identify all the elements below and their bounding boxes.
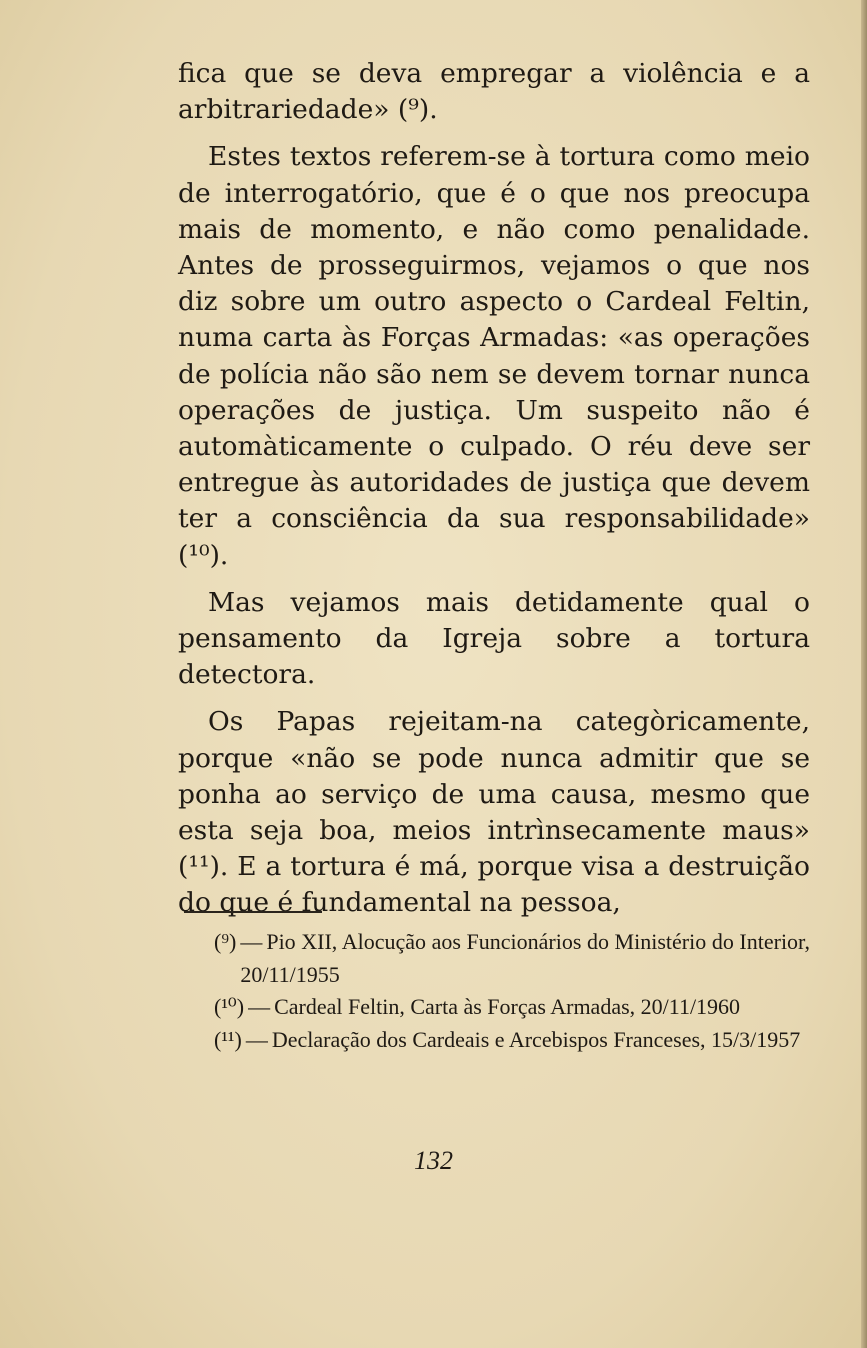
footnote-label: (¹¹) [214, 1026, 242, 1052]
footnote-11 [214, 1024, 810, 1057]
paragraph-church-thought: Mas vejamos mais detidamente qual o pensamento da Igreja sobre a tortura detectora. [178, 586, 810, 691]
footnote-dash: — [240, 929, 263, 954]
footnotes [214, 926, 810, 1056]
footnote-label: (⁹) [214, 929, 237, 954]
page-number: 132 [414, 1146, 453, 1175]
footnote-dash: — [245, 1026, 268, 1052]
footnote-divider [184, 911, 322, 913]
footnote-10 [214, 991, 810, 1024]
footnote-text [248, 991, 810, 1024]
footnote-9 [214, 926, 810, 991]
footnote-dash: — [248, 994, 271, 1020]
paragraph-continuation: fica que se deva empregar a violência e a arbitrariedade» (⁹). [178, 58, 810, 126]
footnote-citation: Pio XII, Alocução aos Funcionários do Ministério do Interior, 20/11/1955 [240, 929, 810, 987]
body-text [178, 56, 810, 933]
footnote-text [246, 1024, 810, 1057]
footnote-citation: Declaração dos Cardeais e Arcebispos Franceses, 15/3/1957 [271, 1026, 801, 1052]
footnote-citation: Cardeal Feltin, Carta às Forças Armadas, 20/11/1960 [274, 994, 741, 1020]
paragraph-torture-interrogation: Estes textos referem-se à tortura como meio de interrogatório, que é o que nos preocupa mais de momento, e não como penalidade. Antes de prosseguirmos, vejamos o que nos diz sobre um outro aspecto o Cardeal Feltin, numa carta às Forças Armadas: «as operações de polícia não são nem se devem tornar nunca operações de justiça. Um suspeito não é automàticamente o culpado. O réu deve ser entregue às autoridades de justiça que devem ter a consciência da sua responsabilidade» (¹⁰). [178, 141, 810, 571]
footnote-text [240, 926, 810, 991]
paragraph-popes-reject: Os Papas rejeitam-na categòricamente, porque «não se pode nunca admitir que se ponha ao serviço de uma causa, mesmo que esta seja boa, meios intrìnsecamente maus» (¹¹). E a tortura é má, porque visa a destruição do que é fundamental na pessoa, [178, 706, 810, 919]
footnote-label: (¹⁰) [214, 994, 245, 1020]
